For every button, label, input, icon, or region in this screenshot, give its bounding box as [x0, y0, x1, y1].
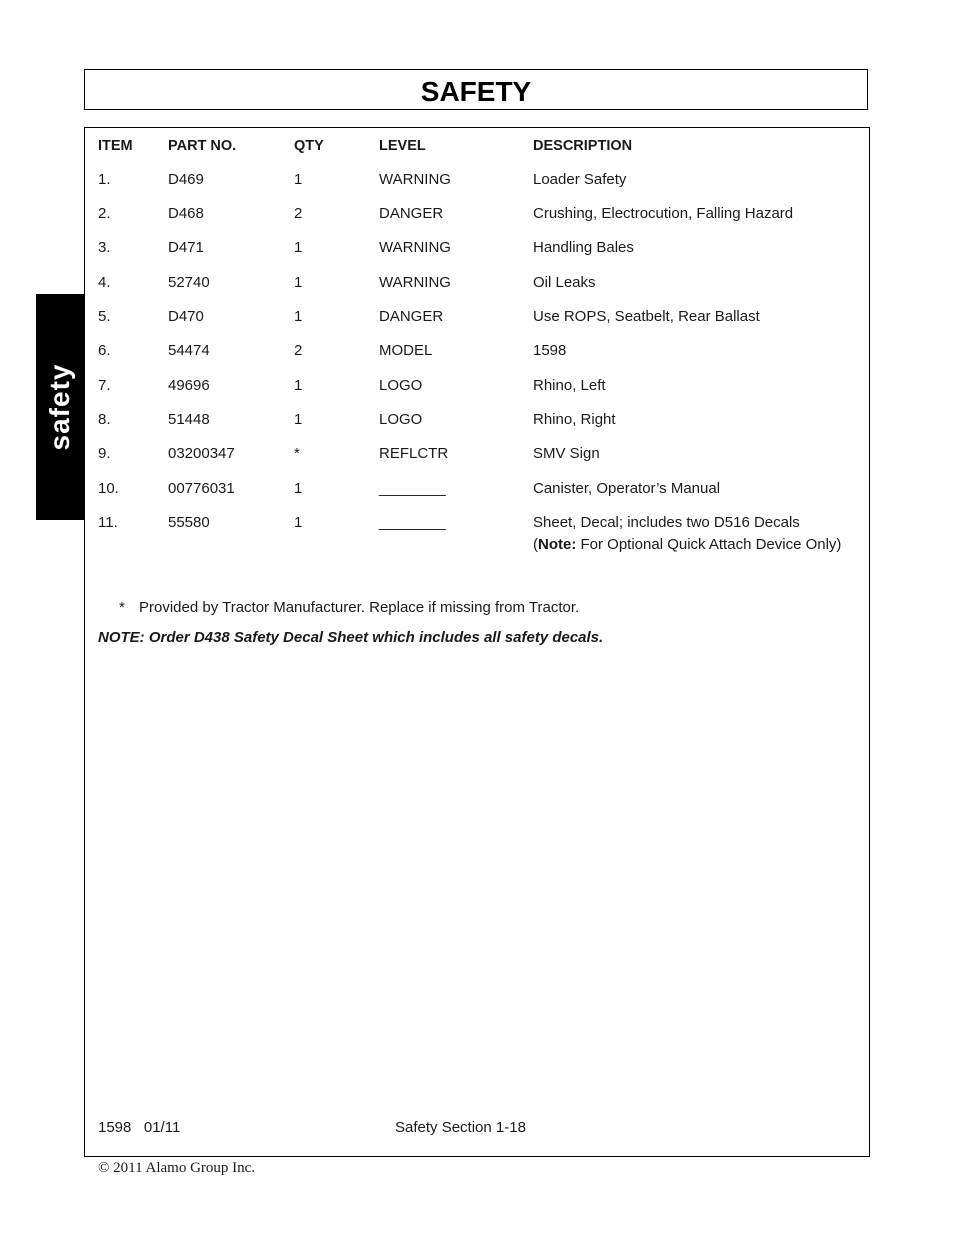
side-tab-label: safety	[44, 363, 75, 451]
table-cell-level: LOGO	[379, 377, 423, 394]
row-note-open: (	[533, 536, 538, 553]
column-header-item: ITEM	[98, 138, 133, 154]
table-cell-qty: 2	[294, 205, 303, 222]
table-cell-item: 4.	[98, 274, 111, 291]
table-cell-part-no: D469	[168, 171, 204, 188]
table-cell-qty: 1	[294, 308, 303, 325]
column-header-level: LEVEL	[379, 138, 426, 154]
table-cell-description: Use ROPS, Seatbelt, Rear Ballast	[533, 308, 760, 325]
table-cell-part-no: D468	[168, 205, 204, 222]
table-cell-level: ________	[379, 480, 446, 497]
table-cell-level: WARNING	[379, 274, 451, 291]
table-cell-item: 1.	[98, 171, 111, 188]
table-cell-part-no: D470	[168, 308, 204, 325]
table-cell-item: 5.	[98, 308, 111, 325]
row-note-label: Note:	[538, 536, 577, 553]
table-cell-part-no: 51448	[168, 411, 210, 428]
table-cell-description: Rhino, Left	[533, 377, 606, 394]
footer-model-date: 1598 01/11	[98, 1119, 181, 1136]
column-header-qty: QTY	[294, 138, 324, 154]
table-cell-description: Canister, Operator’s Manual	[533, 480, 721, 497]
table-cell-description: 1598	[533, 342, 567, 359]
table-cell-qty: 1	[294, 411, 303, 428]
table-cell-item: 9.	[98, 445, 111, 462]
table-cell-qty: 1	[294, 480, 303, 497]
table-cell-item: 7.	[98, 377, 111, 394]
table-cell-part-no: D471	[168, 239, 204, 256]
table-cell-part-no: 54474	[168, 342, 210, 359]
table-cell-qty: 1	[294, 239, 303, 256]
copyright: © 2011 Alamo Group Inc.	[98, 1160, 256, 1176]
table-cell-description: Handling Bales	[533, 239, 634, 256]
table-cell-qty: 1	[294, 514, 303, 531]
column-header-description: DESCRIPTION	[533, 138, 633, 154]
table-cell-description: Loader Safety	[533, 171, 627, 188]
table-cell-level: REFLCTR	[379, 445, 449, 462]
page-title: SAFETY	[420, 76, 532, 107]
table-cell-qty: *	[294, 445, 300, 462]
table-cell-qty: 1	[294, 274, 303, 291]
table-cell-qty: 2	[294, 342, 303, 359]
table-cell-part-no: 00776031	[168, 480, 235, 497]
table-cell-level: LOGO	[379, 411, 423, 428]
table-cell-level: MODEL	[379, 342, 433, 359]
column-header-part-no: PART NO.	[168, 138, 237, 154]
table-cell-item: 2.	[98, 205, 111, 222]
header-box	[84, 69, 868, 110]
table-cell-level: WARNING	[379, 171, 451, 188]
table-cell-level: DANGER	[379, 205, 444, 222]
table-cell-item: 6.	[98, 342, 111, 359]
table-cell-level: ________	[379, 514, 446, 531]
table-cell-description: Sheet, Decal; includes two D516 Decals	[533, 514, 800, 531]
row-note-text: For Optional Quick Attach Device Only)	[576, 536, 842, 553]
footnote-marker: *	[119, 599, 125, 616]
table-cell-item: 11.	[98, 514, 118, 531]
table-cell-item: 10.	[98, 480, 119, 497]
table-cell-item: 3.	[98, 239, 111, 256]
side-tab	[36, 294, 84, 520]
table-cell-level: DANGER	[379, 308, 444, 325]
order-note: NOTE: Order D438 Safety Decal Sheet which includes all safety decals.	[98, 629, 604, 646]
footnote	[119, 598, 579, 618]
table-cell-part-no: 55580	[168, 514, 210, 531]
table-cell-part-no: 03200347	[168, 445, 235, 462]
table-cell-part-no: 52740	[168, 274, 210, 291]
footnote-text: Provided by Tractor Manufacturer. Replace if missing from Tractor.	[139, 599, 580, 616]
table-cell-description: Crushing, Electrocution, Falling Hazard	[533, 205, 794, 222]
table-cell-level: WARNING	[379, 239, 451, 256]
table-cell-description: SMV Sign	[533, 445, 600, 462]
table-cell-item: 8.	[98, 411, 111, 428]
table-cell-description: Oil Leaks	[533, 274, 596, 291]
table-cell-description: Rhino, Right	[533, 411, 616, 428]
row-note	[533, 535, 841, 555]
table-cell-qty: 1	[294, 377, 303, 394]
table-cell-qty: 1	[294, 171, 303, 188]
table-cell-part-no: 49696	[168, 377, 210, 394]
footer-page-number: Safety Section 1-18	[395, 1119, 526, 1136]
content-box	[84, 127, 870, 1157]
